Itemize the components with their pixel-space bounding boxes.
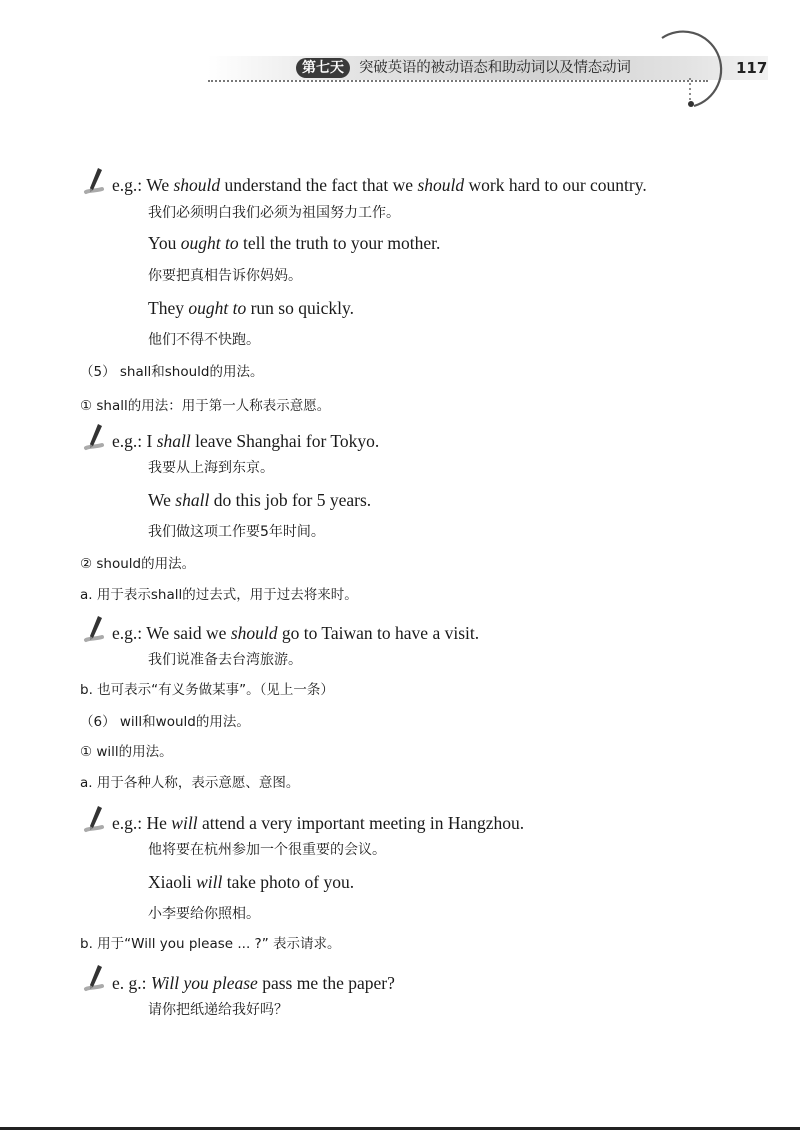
translation: 我要从上海到东京。 <box>148 460 274 476</box>
modal-verb: should <box>230 623 278 643</box>
text-segment: We said we <box>146 623 231 643</box>
running-title: 突破英语的被动语态和助动词以及情态动词 <box>359 60 631 76</box>
example-label: e. g.: <box>112 973 147 993</box>
section-heading: （6） will和would的用法。 <box>80 714 250 730</box>
modal-verb: shall <box>156 431 191 451</box>
example-line <box>112 430 379 452</box>
example-line <box>148 489 371 511</box>
text-segment: tell the truth to your mother. <box>238 233 441 253</box>
translation: 我们做这项工作要5年时间。 <box>148 524 325 540</box>
example-line <box>112 622 479 644</box>
example-label: e.g.: <box>112 431 143 451</box>
example-label: e.g.: <box>112 175 143 195</box>
sub-heading: b. 也可表示“有义务做某事”。（见上一条） <box>80 682 334 698</box>
modal-verb: should <box>417 175 465 195</box>
text-segment: run so quickly. <box>246 298 354 318</box>
sub-heading: a. 用于各种人称，表示意愿、意图。 <box>80 775 300 791</box>
translation: 我们说准备去台湾旅游。 <box>148 652 302 668</box>
translation: 小李要给你照相。 <box>148 906 260 922</box>
translation: 你要把真相告诉你妈妈。 <box>148 268 302 284</box>
text-segment: Xiaoli <box>148 872 197 892</box>
modal-verb: ought to <box>188 298 247 318</box>
text-segment: We <box>146 175 174 195</box>
modal-verb: will <box>196 872 223 892</box>
example-line <box>112 174 647 196</box>
text-segment: take photo of you. <box>222 872 355 892</box>
example-line <box>112 972 395 994</box>
page-number: 117 <box>736 59 768 77</box>
text-segment: I <box>146 431 157 451</box>
translation: 他们不得不快跑。 <box>148 332 260 348</box>
text-segment: understand the fact that we <box>220 175 418 195</box>
example-label: e.g.: <box>112 623 143 643</box>
text-segment: go to Taiwan to have a visit. <box>277 623 480 643</box>
text-segment: attend a very important meeting in Hangzhou. <box>197 813 525 833</box>
example-line <box>148 232 440 254</box>
modal-verb: should <box>173 175 221 195</box>
text-segment: leave Shanghai for Tokyo. <box>190 431 380 451</box>
sub-heading: ① shall的用法：用于第一人称表示意愿。 <box>80 398 331 414</box>
text-segment: work hard to our country. <box>464 175 647 195</box>
translation: 请你把纸递给我好吗？ <box>148 1002 288 1018</box>
modal-verb: will <box>171 813 198 833</box>
pencil-icon <box>80 166 110 198</box>
pencil-icon <box>80 963 110 995</box>
chapter-badge: 第七天 <box>296 58 350 78</box>
pencil-icon <box>80 422 110 454</box>
pencil-icon <box>80 614 110 646</box>
section-heading: （5） shall和should的用法。 <box>80 364 264 380</box>
modal-verb: shall <box>175 490 210 510</box>
sub-heading: ② should的用法。 <box>80 556 196 572</box>
modal-verb: Will you please <box>150 973 258 993</box>
header-arc-ornament <box>650 28 730 118</box>
text-segment: do this job for 5 years. <box>209 490 372 510</box>
text-segment: They <box>148 298 189 318</box>
text-segment: We <box>148 490 176 510</box>
modal-verb: ought to <box>180 233 239 253</box>
bottom-rule <box>0 1127 800 1130</box>
text-segment: pass me the paper? <box>257 973 395 993</box>
example-label: e.g.: <box>112 813 143 833</box>
text-segment: You <box>148 233 181 253</box>
translation: 他将要在杭州参加一个很重要的会议。 <box>148 842 386 858</box>
example-line <box>112 812 524 834</box>
sub-heading: a. 用于表示shall的过去式，用于过去将来时。 <box>80 587 358 603</box>
sub-heading: ① will的用法。 <box>80 744 173 760</box>
translation: 我们必须明白我们必须为祖国努力工作。 <box>148 205 400 221</box>
sub-heading: b. 用于“Will you please ... ?” 表示请求。 <box>80 936 341 952</box>
header-dotted-rule <box>208 80 708 82</box>
pencil-icon <box>80 804 110 836</box>
text-segment: He <box>146 813 172 833</box>
example-line <box>148 297 354 319</box>
example-line <box>148 871 354 893</box>
